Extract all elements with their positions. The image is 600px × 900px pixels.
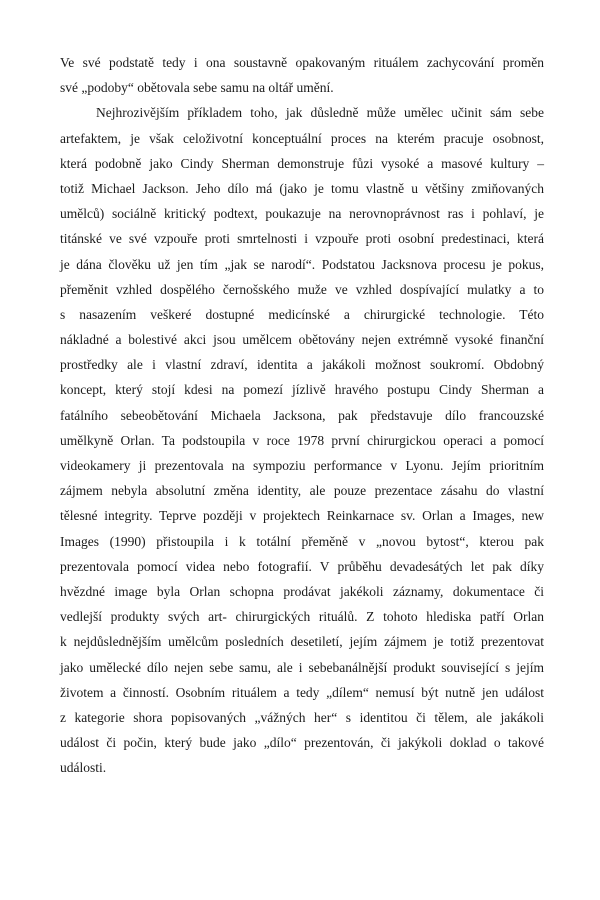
- text-line: umělkyně Orlan. Ta podstoupila v roce 1978 první chirurgickou operaci a pomocí: [60, 432, 544, 448]
- text-line: Nejhrozivějším příkladem toho, jak důsledně může umělec učinit sám sebe: [96, 105, 544, 121]
- text-line: titánské ve své vzpouře proti smrtelnosti i vzpouře proti osobní predestinaci, která: [60, 231, 544, 247]
- body-text: [60, 50, 544, 780]
- text-line: tělesné integrity. Teprve později v projektech Reinkarnace sv. Orlan a Images, new: [60, 508, 544, 524]
- text-line: jako umělecké dílo nejen sebe samu, ale i sebebanálnější produkt související s jejím: [60, 659, 544, 675]
- text-line: je dána člověku už jen tím „jak se narodí“. Podstatou Jacksnova procesu je pokus,: [60, 256, 544, 272]
- text-line: přeměnit vzhled dospělého černošského muže ve vzhled dospívající mulatky a to: [60, 281, 544, 297]
- text-line: prezentovala pomocí videa nebo fotografií. V průběhu devadesátých let pak díky: [60, 558, 544, 574]
- text-line: s nasazením veškeré dostupné medicínské a chirurgické technologie. Této: [60, 306, 544, 322]
- text-line: která podobně jako Cindy Sherman demonstruje fůzi vysoké a masové kultury –: [60, 155, 544, 171]
- text-line: událost či počin, který bude jako „dílo“ prezentován, či jakýkoli doklad o takové: [60, 735, 544, 751]
- text-line: své „podoby“ obětovala sebe samu na oltář umění.: [60, 80, 334, 96]
- text-line: k nejdůslednějším umělcům posledních desetiletí, jejím zájmem je totiž prezentovat: [60, 634, 544, 650]
- text-line: Ve své podstatě tedy i ona soustavně opakovaným rituálem zachycování proměn: [60, 55, 544, 70]
- text-line: životem a činností. Osobním rituálem a tedy „dílem“ nemusí být nutně jen událost: [60, 684, 544, 700]
- text-line: koncept, který stojí kdesi na pomezí jízlivě hravého postupu Cindy Sherman a: [60, 382, 544, 398]
- text-line: prostředky ale i vlastní zdraví, identita a jakákoli možnost soukromí. Obdobný: [60, 357, 544, 373]
- text-line: z kategorie shora popisovaných „vážných her“ s identitou či tělem, ale jakákoli: [60, 709, 544, 725]
- text-line: artefaktem, je však celoživotní konceptuální proces na kterém pracuje osobnost,: [60, 130, 544, 146]
- text-line: zájmem nebyla absolutní změna identity, ale pouze prezentace zásahu do vlastní: [60, 483, 544, 499]
- text-line: totiž Michael Jackson. Jeho dílo má (jako je tomu vlastně u většiny zmiňovaných: [60, 180, 544, 196]
- text-line: umělců) sociálně kritický podtext, poukazuje na nerovnoprávnost ras i pohlaví, je: [60, 206, 544, 222]
- text-line: vedlejší produkty svých art- chirurgických rituálů. Z tohoto hlediska patří Orlan: [60, 609, 544, 625]
- text-line: videokamery ji prezentovala na sympoziu performance v Lyonu. Jejím prioritním: [60, 458, 544, 473]
- text-line: hvězdné image byla Orlan schopna prodávat jakékoli záznamy, dokumentace či: [60, 583, 544, 599]
- text-line: Images (1990) přistoupila i k totální přeměně v „novou bytost“, kterou pak: [60, 533, 544, 549]
- text-line: události.: [60, 760, 107, 776]
- text-line: fatálního sebeobětování Michaela Jacksona, pak představuje dílo francouzské: [60, 407, 544, 423]
- text-line: nákladné a bolestivé akci jsou umělcem obětovány nejen extrémně vysoké finanční: [60, 332, 544, 348]
